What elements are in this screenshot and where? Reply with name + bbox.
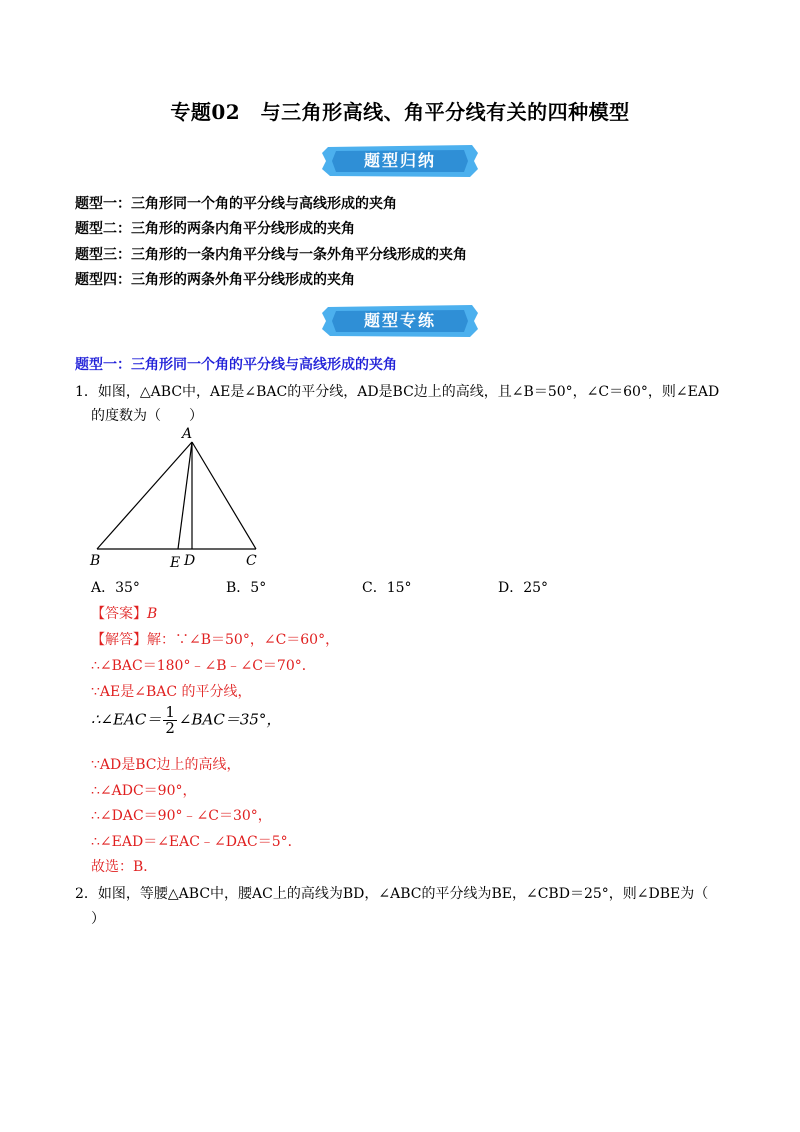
question-1-text-cont: 的度数为（ ） <box>91 408 203 424</box>
solution-equation <box>91 705 281 736</box>
question-1-text: 1．如图，△ABC中，AE是∠BAC的平分线，AD是BC边上的高线，且∠B＝50°，∠C＝60°，则∠EAD <box>75 384 720 400</box>
eq-left: ∴∠EAC＝ <box>91 710 162 729</box>
toc-item-4: 题型四：三角形的两条外角平分线形成的夹角 <box>75 272 355 288</box>
answer-tag: 【答案】 <box>91 606 147 622</box>
side-ab <box>97 442 192 549</box>
label-e: E <box>170 555 181 571</box>
question-2-text: 2．如图，等腰△ABC中，腰AC上的高线为BD，∠ABC的平分线为BE，∠CBD＝25°，则∠DBE为（ <box>75 886 709 902</box>
answer-line <box>91 603 157 623</box>
option-a: A．35° <box>91 580 140 596</box>
summary-banner-label: 题型归纳 <box>363 151 436 170</box>
option-c: C．15° <box>362 580 412 596</box>
solution-line-1: 【解答】解：∵∠B＝50°，∠C＝60°， <box>91 632 340 648</box>
solution-line-5: ∴∠ADC＝90°， <box>91 783 197 799</box>
fraction <box>163 705 177 736</box>
solution-line-8: 故选：B． <box>91 859 158 875</box>
solution-line-2: ∴∠BAC＝180°﹣∠B﹣∠C＝70°． <box>91 658 316 674</box>
summary-banner <box>322 143 478 179</box>
fraction-denominator: 2 <box>165 719 175 737</box>
solution-line-4: ∵AD是BC边上的高线， <box>91 757 241 773</box>
label-c: C <box>246 553 257 569</box>
answer-value: B <box>147 606 158 622</box>
question-2-text-cont: ） <box>91 911 105 927</box>
practice-banner-label: 题型专练 <box>363 311 436 330</box>
label-b: B <box>90 553 101 569</box>
side-ac <box>192 442 256 549</box>
toc-item-2: 题型二：三角形的两条内角平分线形成的夹角 <box>75 221 355 237</box>
option-d: D．25° <box>498 580 549 596</box>
triangle-figure <box>86 424 266 572</box>
bisector-ae <box>178 442 192 549</box>
page-title: 专题02 与三角形高线、角平分线有关的四种模型 <box>170 100 630 124</box>
fraction-numerator: 1 <box>165 703 175 721</box>
solution-line-7: ∴∠EAD＝∠EAC﹣∠DAC＝5°． <box>91 834 302 850</box>
practice-banner <box>322 303 478 339</box>
eq-right: ∠BAC＝35°， <box>178 710 282 729</box>
solution-line-3: ∵AE是∠BAC 的平分线， <box>91 684 252 700</box>
section-heading-1: 题型一：三角形同一个角的平分线与高线形成的夹角 <box>75 357 397 373</box>
toc-item-3: 题型三：三角形的一条内角平分线与一条外角平分线形成的夹角 <box>75 247 467 263</box>
solution-line-6: ∴∠DAC＝90°﹣∠C＝30°， <box>91 808 272 824</box>
label-d: D <box>184 553 196 569</box>
option-b: B．5° <box>226 580 267 596</box>
toc-item-1: 题型一：三角形同一个角的平分线与高线形成的夹角 <box>75 196 397 212</box>
label-a: A <box>182 426 193 442</box>
